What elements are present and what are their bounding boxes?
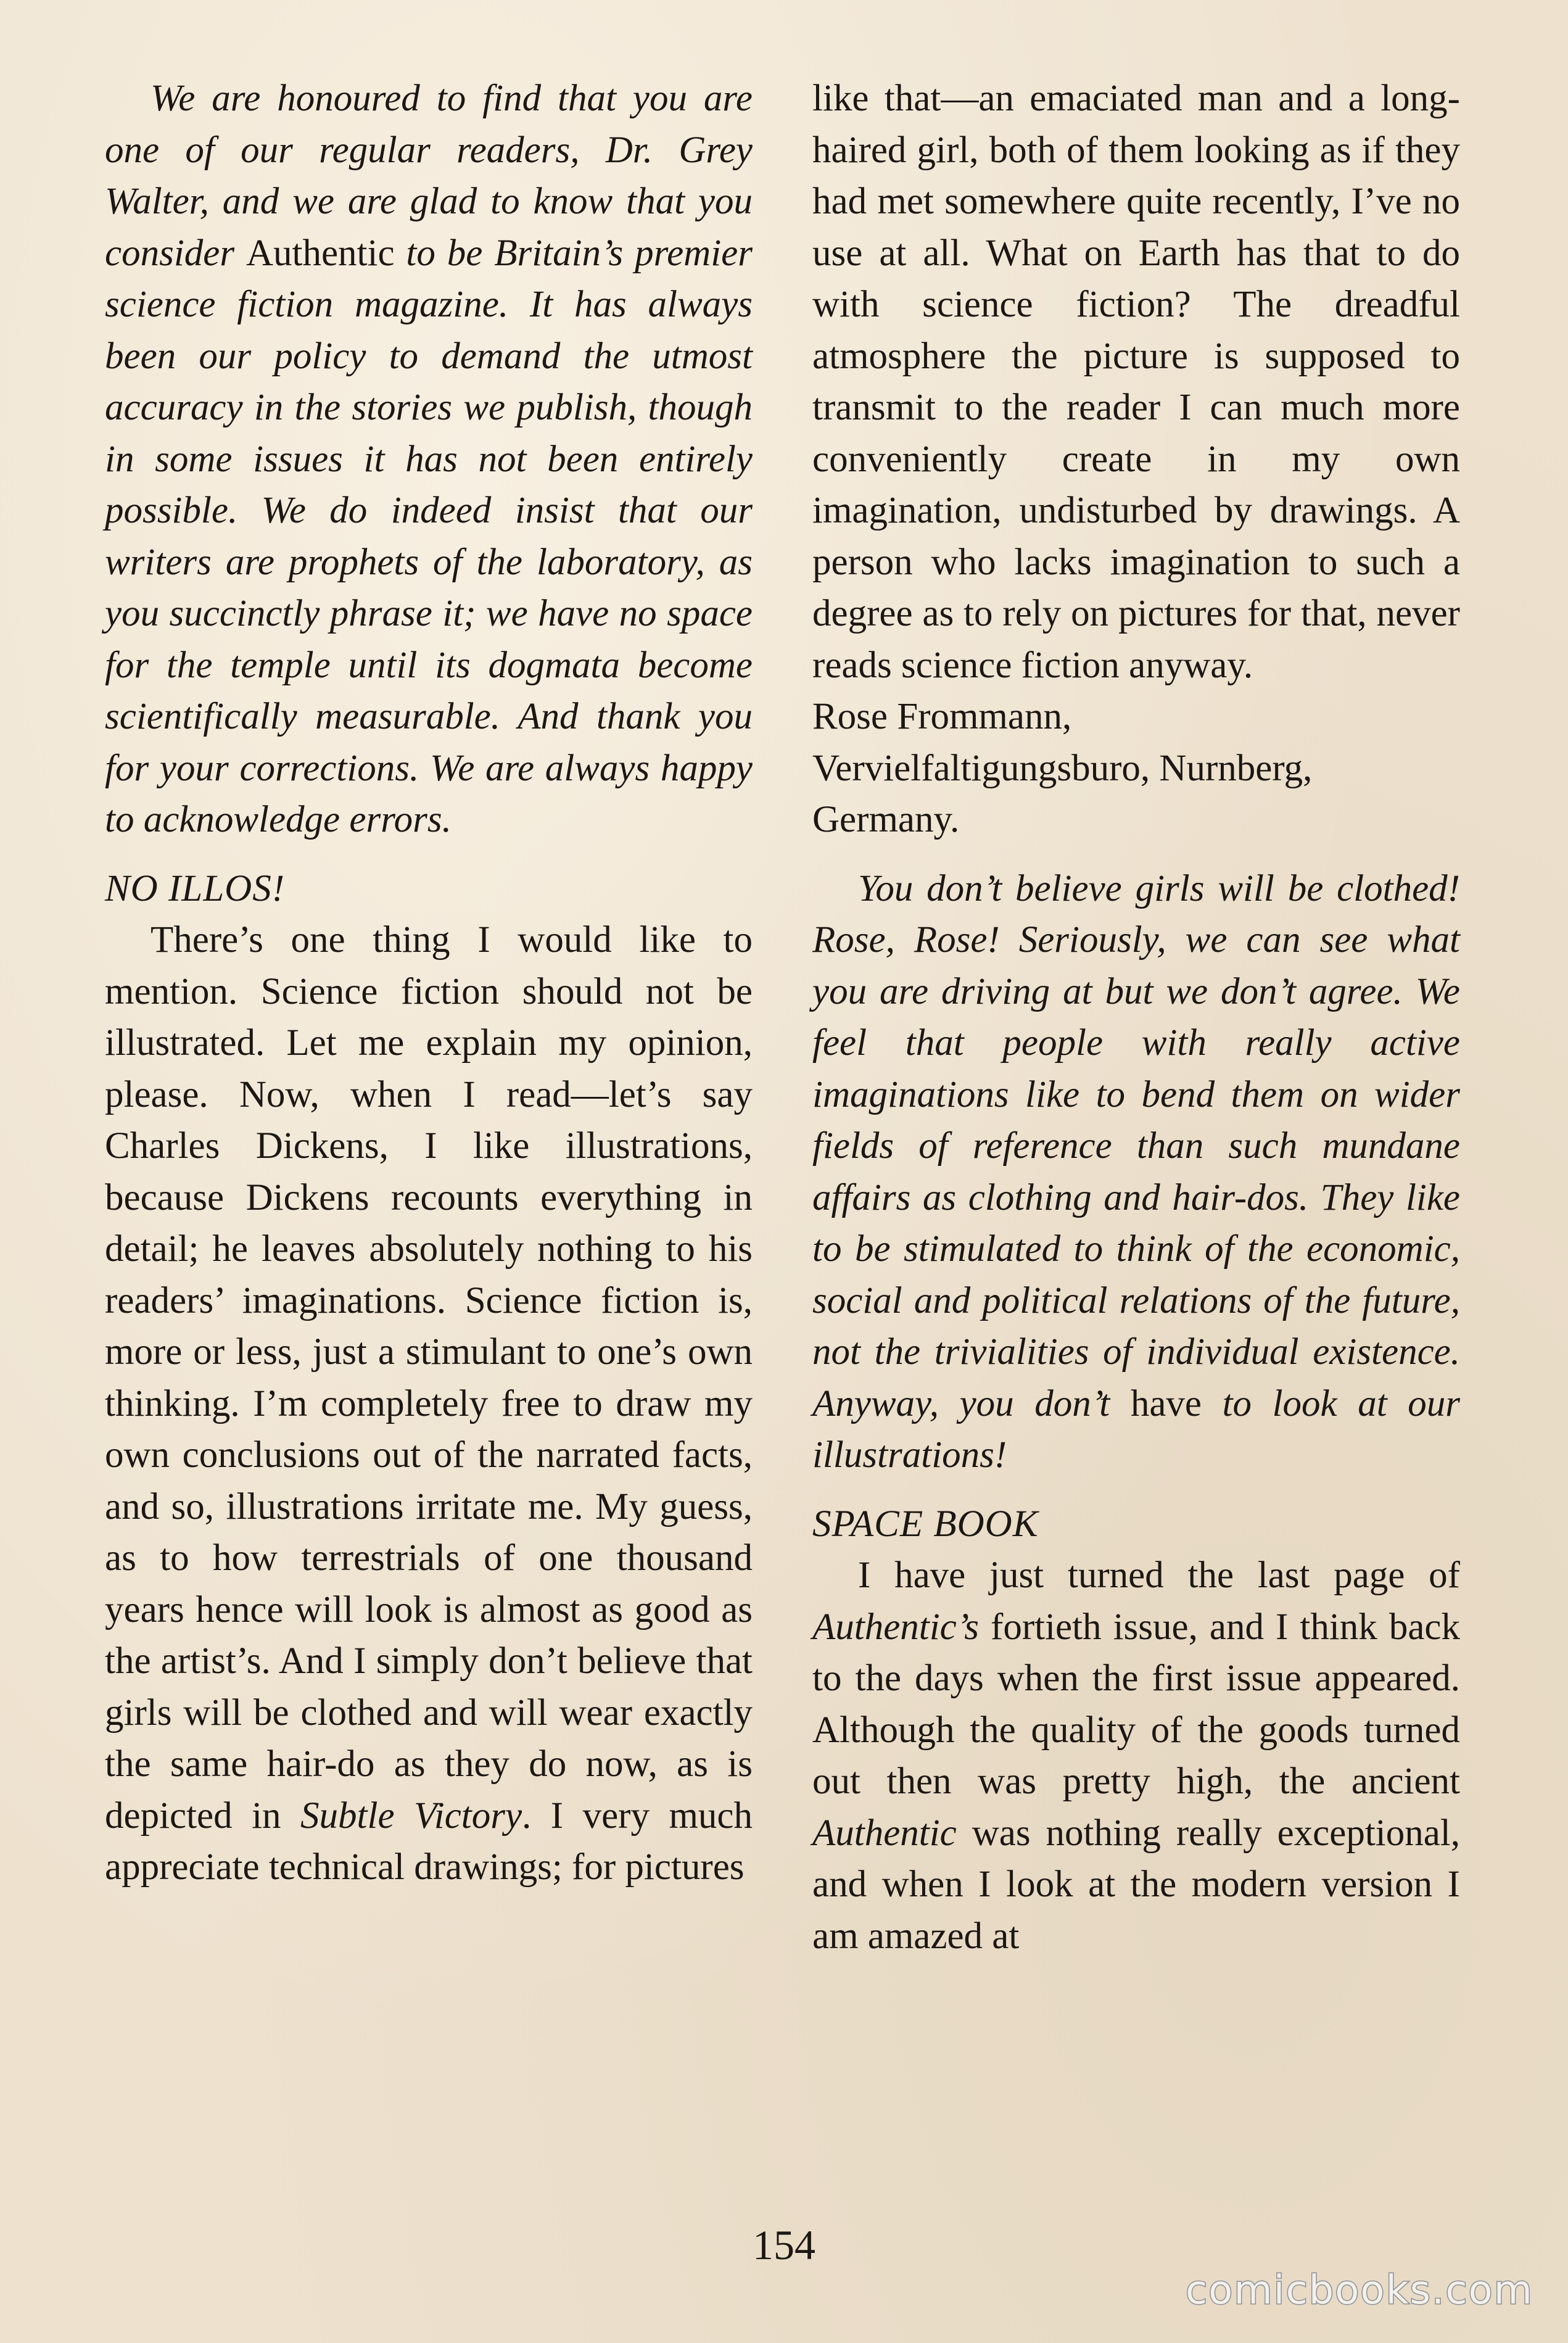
- watermark: comicbooks.com: [1185, 2268, 1533, 2313]
- letter-2-part-1: I have just turned the last page of: [858, 1555, 1460, 1596]
- signature-address: Vervielfaltigungsburo, Nurnberg,: [812, 747, 1313, 789]
- reply-2-roman-word: have: [1130, 1382, 1202, 1424]
- letter-text-start: There’s one thing I would like to mention. Science fiction should not be illustrated. Let me explain my opinion, please. Now, when I read—let’s say Charles Dickens, I like illustrations, because Dickens recounts everything in detail; he leaves absolutely nothing to his readers’ imaginations. Science fiction is, more or less, just a stimulant to one’s own thinking. I’m completely free to draw my own conclusions out of the narrated facts, and so, illustrations irritate me. My guess, as to how terrestrials of one thousand years hence will look is almost as good as the artist’s. And I simply don’t believe that girls will be clothed and will wear exactly the same hair-do as they do now, as is depicted in: [105, 919, 753, 1837]
- section-heading-space-book: SPACE BOOK: [812, 1503, 1039, 1545]
- letter-2-part-3: was nothing really exceptional, and when I look at the modern version I am amazed at: [812, 1812, 1460, 1957]
- magazine-name: Authentic: [246, 232, 395, 274]
- editor-reply-rose: [812, 863, 1460, 1481]
- reply-text-end: to be Britain’s premier science fiction magazine. It has always been our policy to demand the utmost accuracy in the stories we publish, though in some issues it has not been entirely possible. We do indeed insist that our writers are prophets of the laboratory, as you succinctly phrase it; we have no space for the temple until its dogmata become scientifically measurable. And thank you for your corrections. We are always happy to acknowledge errors.: [105, 232, 753, 840]
- magazine-name-2: Authentic: [812, 1812, 957, 1854]
- reader-letter-continued: like that—an emaciated man and a long-haired girl, both of them looking as if they had met somewhere quite recently, I’ve no use at all. What on Earth has that to do with science fiction? The dreadful atmosphere the picture is supposed to transmit to the reader I can much more conveniently create in my own imagination, undisturbed by drawings. A person who lacks imagination to such a degree as to rely on pictures for that, never reads science fiction anyway.: [812, 78, 1460, 686]
- letter-2-part-2: fortieth issue, and I think back to the days when the first issue appeared. Although the quality of the goods turned out then was pretty high, the ancient: [812, 1606, 1460, 1802]
- reader-letter-rose-frommann: [105, 914, 753, 1893]
- right-column: [812, 73, 1460, 1962]
- editor-reply-grey-walter: [105, 73, 753, 846]
- magazine-name-possessive: Authentic’s: [812, 1606, 979, 1648]
- story-title: Subtle Victory: [300, 1795, 522, 1837]
- reply-2-text-end: to look at our illustrations!: [812, 1382, 1460, 1476]
- signature-name: Rose Frommann,: [812, 696, 1072, 737]
- letter-text-end: . I very much appreciate technical drawings; for pictures: [105, 1795, 753, 1888]
- reply-2-text-start: You don’t believe girls will be clothed! Rose, Rose! Seriously, we can see what you are driving at but we don’t agree. We feel that people with really active imaginations like to bend them on wider fields of reference than such mundane affairs as clothing and hair-dos. They like to be stimulated to think of the economic, social and political relations of the future, not the trivialities of individual existence. Anyway, you don’t: [812, 867, 1460, 1424]
- left-column: [105, 73, 753, 1893]
- section-heading-no-illos: NO ILLOS!: [105, 867, 286, 909]
- reader-letter-space-book: [812, 1550, 1460, 1962]
- signature-country: Germany.: [812, 799, 960, 840]
- reply-text-start: We are honoured to find that you are one of our regular readers, Dr. Grey Walter, and we are glad to know that you consider: [105, 78, 753, 274]
- page-number: 154: [753, 2221, 815, 2268]
